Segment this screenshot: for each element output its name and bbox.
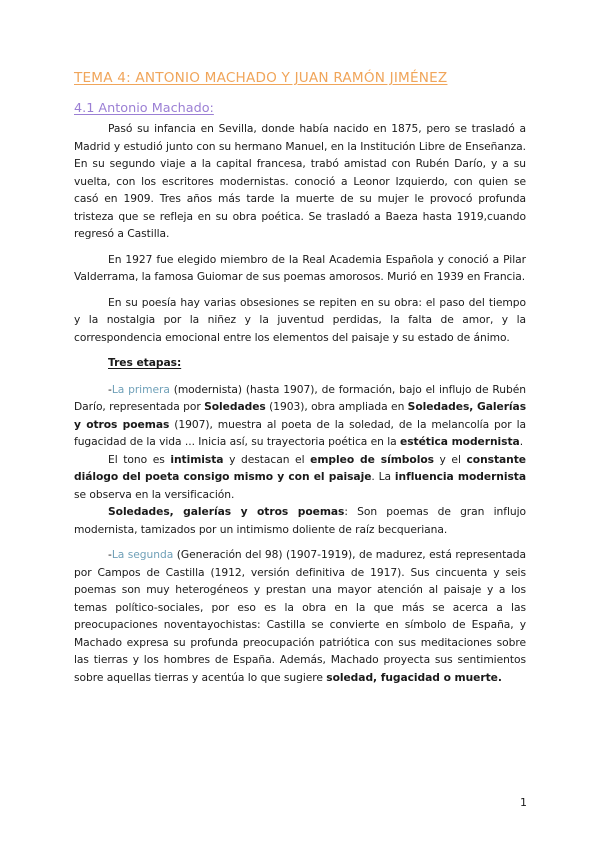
paragraph-themes: En su poesía hay varias obsesiones se repiten en su obra: el paso del tiempo y la nostalgia por la niñez y la juventud perdidas, la falta de amor, y la correspondencia emocional entre los elementos del paisaje y su estado de ánimo. bbox=[74, 295, 526, 344]
paragraph-biography: Pasó su infancia en Sevilla, donde había nacido en 1875, pero se trasladó a Madrid y estudió junto con su hermano Manuel, en la Institución Libre de Enseñanza. En su segundo viaje a la capital francesa, trabó amistad con Rubén Darío, y a su vuelta, con los escritores modernistas. conoció a Leonor Izquierdo, con quien se casó en 1909. Tres años más tarde la muerte de su mujer le provocó profunda tristeza que se refleja en su obra poética. Se trasladó a Baeza hasta 1919,cuando regresó a Castilla. bbox=[74, 122, 526, 240]
section-heading: 4.1 Antonio Machado: bbox=[74, 101, 214, 116]
paragraph-etapa-1-soledades: Soledades, galerías y otros poemas: Son poemas de gran influjo modernista, tamizados por un intimismo doliente de raíz becqueriana. bbox=[74, 505, 526, 536]
paragraph-academy: En 1927 fue elegido miembro de la Real Academia Española y conoció a Pilar Valderrama, la famosa Guiomar de sus poemas amorosos. Murió en 1939 en Francia. bbox=[74, 252, 526, 283]
page-number: 1 bbox=[520, 796, 527, 809]
paragraph-etapa-1: -La primera (modernista) (hasta 1907), de formación, bajo el influjo de Rubén Darío, representada por Soledades (1903), obra ampliada en Soledades, Galerías y otros poemas (1907), muestra al poeta de la soledad, de la melancolía por la fugacidad de la vida ... Inicia así, su trayectoria poética en la estética modernista. bbox=[74, 382, 527, 448]
etapas-heading: Tres etapas: bbox=[108, 356, 182, 369]
document-body bbox=[74, 120, 526, 694]
page-title: TEMA 4: ANTONIO MACHADO Y JUAN RAMÓN JIMÉNEZ bbox=[74, 70, 448, 86]
paragraph-etapa-1-tone: El tono es intimista y destacan el empleo de símbolos y el constante diálogo del poeta consigo mismo y con el paisaje. La influencia modernista se observa en la versificación. bbox=[74, 452, 526, 501]
etapa-label: La segunda bbox=[111, 548, 174, 561]
paragraph-etapa-2: -La segunda (Generación del 98) (1907-1919), de madurez, está representada por Campos de Castilla (1912, versión definitiva de 1917). Sus cincuenta y seis poemas son muy heterogéneos y prestan una mayor atención al paisaje y a los temas político-sociales, por eso es la obra en la que más se acerca a las preocupaciones noventayochistas: Castilla se convierte en símbolo de España, y Machado expresa su profunda preocupación patriótica con sus meditaciones sobre las tierras y los hombres de España. Además, Machado proyecta sus sentimientos sobre aquellas tierras y acentúa lo que sugiere soledad, fugacidad o muerte. bbox=[74, 548, 526, 684]
etapa-label: La primera bbox=[111, 382, 170, 396]
